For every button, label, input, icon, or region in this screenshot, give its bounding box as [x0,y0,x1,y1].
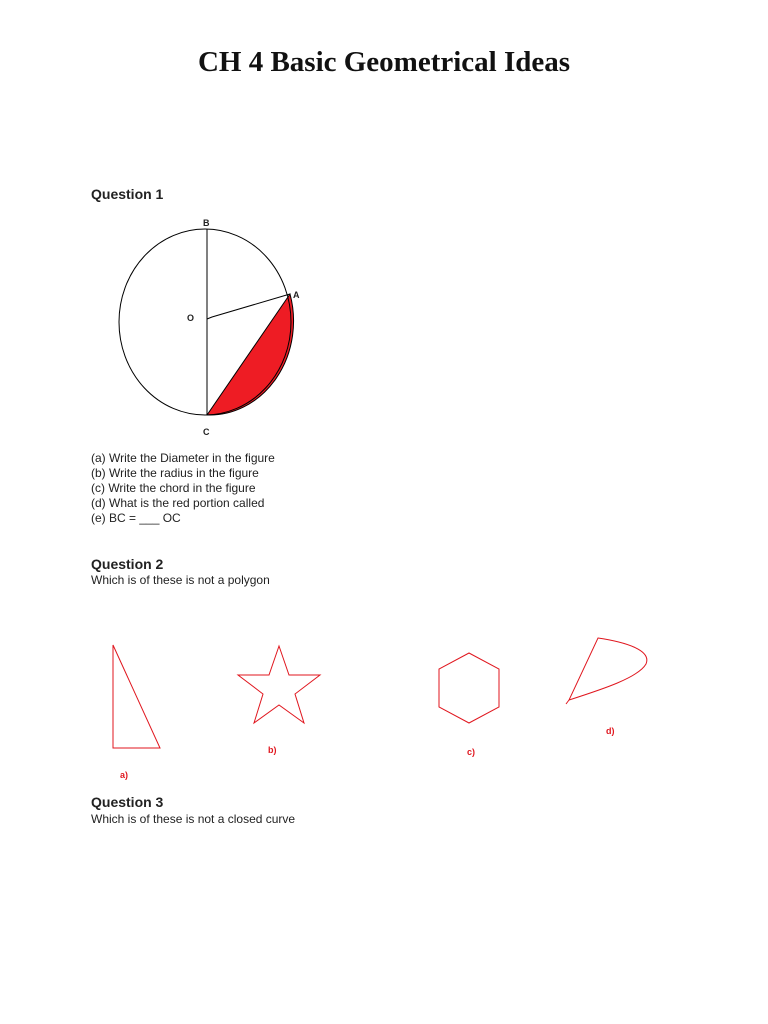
circle-figure [100,210,320,440]
question-1-heading: Question 1 [91,186,164,202]
polygon-options-figure [0,620,768,790]
question-3-text: Which is of these is not a closed curve [91,812,296,826]
option-d-label: d) [606,726,615,736]
subquestion-item: (e) BC = ___ OC [91,511,181,525]
question-2-heading: Question 2 [91,556,164,572]
option-c-label: c) [467,747,476,757]
option-a-label: a) [120,770,129,780]
question-3-heading: Question 3 [91,794,164,810]
subquestion-item: (c) Write the chord in the figure [91,481,256,495]
option-d-curved-shape [566,638,647,704]
point-o-label: O [187,313,195,323]
subquestion-item: (d) What is the red portion called [91,496,265,510]
option-a-triangle [113,645,160,748]
option-c-hexagon [439,653,499,723]
option-b-star [238,646,320,723]
page-title: CH 4 Basic Geometrical Ideas [197,46,571,78]
question-1-subquestions [91,451,275,526]
point-a-label: A [293,290,300,300]
point-c-label: C [203,427,210,437]
subquestion-item: (a) Write the Diameter in the figure [91,451,275,465]
red-segment [207,294,294,415]
point-b-label: B [203,218,210,228]
option-b-label: b) [268,745,277,755]
subquestion-item: (b) Write the radius in the figure [91,466,259,480]
question-2-text: Which is of these is not a polygon [91,573,270,587]
